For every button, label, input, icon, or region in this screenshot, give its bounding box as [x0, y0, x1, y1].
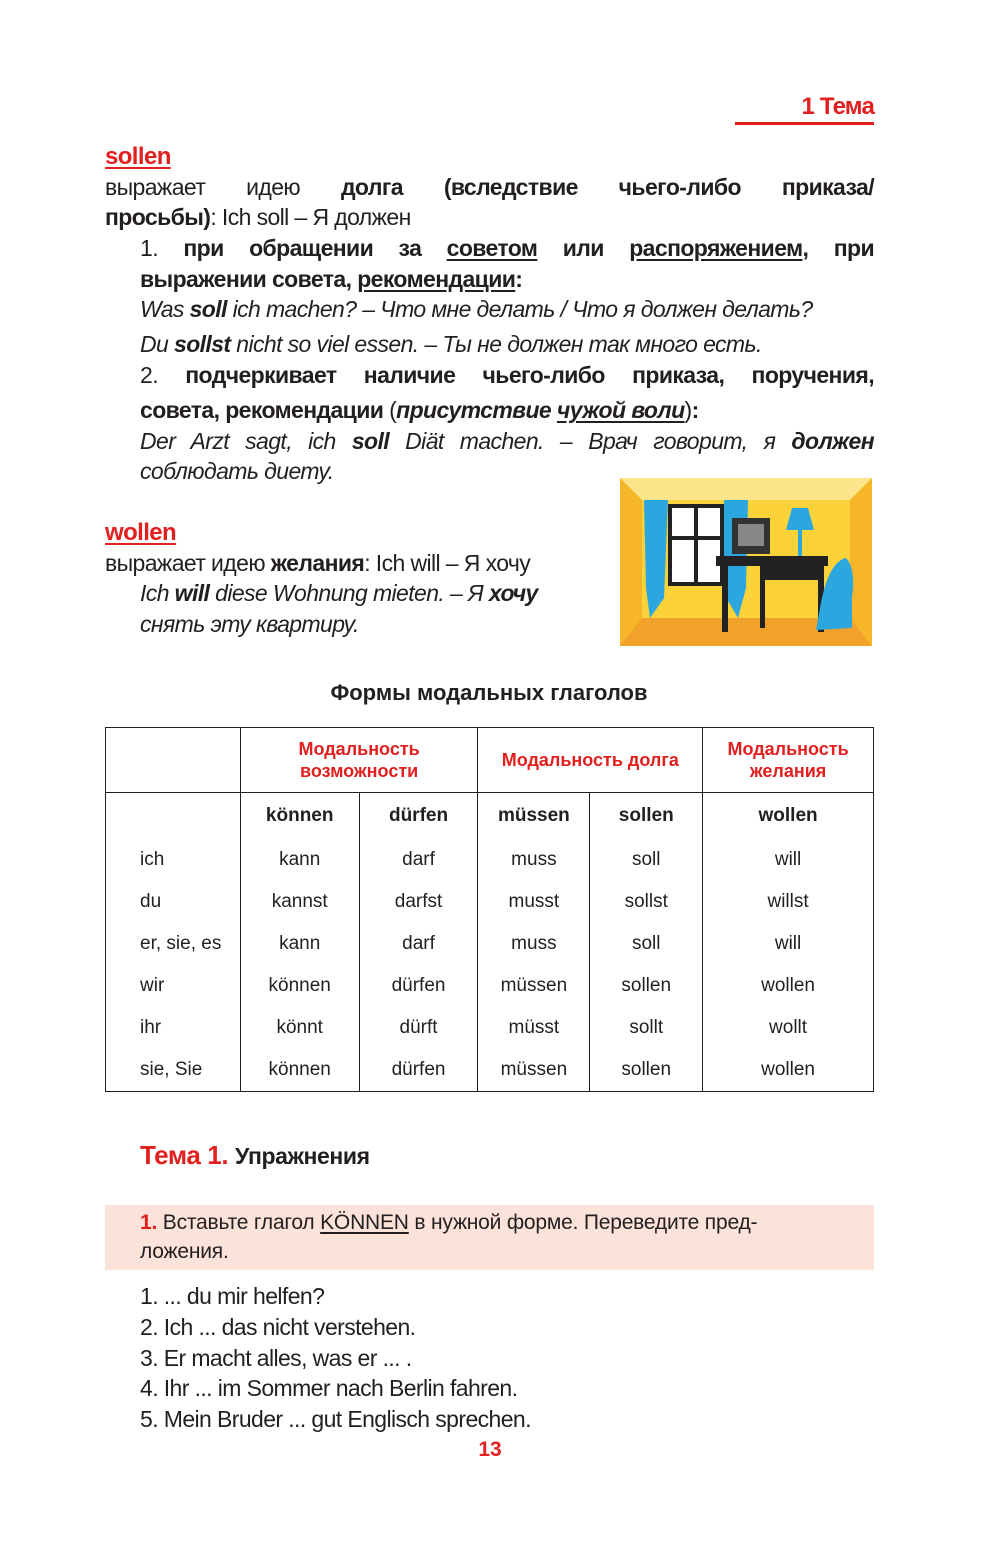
verb-form-cell: soll: [590, 923, 703, 965]
sollen-title: sollen: [105, 143, 171, 170]
table-row: [106, 965, 874, 1007]
group-header: Модальность возможности: [240, 728, 478, 793]
text-segment: :: [691, 397, 699, 423]
text-segment: ): [684, 397, 692, 423]
text-line: [140, 609, 359, 639]
text-line: [105, 172, 874, 202]
text-segment: должен: [791, 428, 874, 454]
text-segment: : Ich will – Я хочу: [364, 550, 531, 576]
empty-header-cell: [106, 728, 241, 793]
text-segment: выражает идею: [105, 174, 341, 200]
exercises-heading-topic: Тема 1.: [140, 1140, 229, 1170]
verb-header: dürfen: [359, 793, 478, 840]
pronoun-cell: ihr: [106, 1007, 241, 1049]
verb-form-cell: wollt: [703, 1007, 874, 1049]
text-segment: присутствие: [396, 397, 557, 423]
chapter-header: 1 Тема: [735, 92, 874, 125]
verb-form-cell: musst: [478, 881, 590, 923]
text-segment: советом: [446, 235, 538, 261]
text-segment: хочу: [488, 580, 538, 606]
verb-form-cell: kannst: [240, 881, 359, 923]
text-segment: , при: [802, 235, 874, 261]
verb-header: müssen: [478, 793, 590, 840]
table-row: [106, 1049, 874, 1092]
verb-form-cell: müsst: [478, 1007, 590, 1049]
verb-form-cell: willst: [703, 881, 874, 923]
text-segment: diese Wohnung mieten. – Я: [209, 580, 489, 606]
text-line: [105, 202, 411, 232]
exercise-item: 5. Mein Bruder ... gut Englisch sprechen.: [140, 1406, 531, 1433]
exercises-heading-label: Упражнения: [235, 1143, 370, 1169]
text-segment: при обращении за: [183, 235, 447, 261]
verb-form-cell: müssen: [478, 1049, 590, 1092]
task-text: в нужной форме. Переведите пред-: [408, 1211, 758, 1234]
text-segment: Du: [140, 331, 174, 357]
task-verb: KÖNNEN: [320, 1211, 409, 1234]
verb-form-cell: muss: [478, 923, 590, 965]
text-line: [140, 360, 874, 390]
text-segment: :: [515, 266, 523, 292]
text-segment: или: [537, 235, 630, 261]
text-segment: (: [389, 397, 397, 423]
verb-form-cell: dürfen: [359, 965, 478, 1007]
text-segment: выражает идею: [105, 550, 271, 576]
text-line: [140, 426, 874, 456]
task-instruction: [140, 1208, 757, 1238]
text-segment: подчеркивает наличие чьего-либо приказа, поручения,: [185, 362, 874, 388]
table-row: [106, 923, 874, 965]
text-segment: Was: [140, 296, 190, 322]
table-row: [106, 1007, 874, 1049]
verb-form-cell: können: [240, 965, 359, 1007]
text-segment: снять эту квартиру.: [140, 611, 359, 637]
text-line: [140, 264, 522, 294]
table-title: Формы модальных глаголов: [330, 680, 648, 705]
group-header: Модальность желания: [703, 728, 874, 793]
task-text: Вставьте глагол: [162, 1211, 321, 1234]
verb-form-cell: kann: [240, 839, 359, 881]
verb-form-cell: dürfen: [359, 1049, 478, 1092]
text-line: [105, 548, 530, 578]
task-instruction-line2: ложения.: [140, 1240, 229, 1263]
text-segment: sollst: [174, 331, 231, 357]
exercise-item: 3. Er macht alles, was er ... .: [140, 1344, 412, 1371]
room-illustration: [620, 478, 872, 646]
verb-form-cell: wollen: [703, 965, 874, 1007]
text-segment: соблюдать диету.: [140, 458, 334, 484]
verb-form-cell: sollst: [590, 881, 703, 923]
verb-form-cell: könnt: [240, 1007, 359, 1049]
task-number: 1.: [140, 1211, 158, 1234]
exercise-item: 4. Ihr ... im Sommer nach Berlin fahren.: [140, 1375, 518, 1402]
verb-form-cell: darfst: [359, 881, 478, 923]
verb-form-cell: will: [703, 923, 874, 965]
verb-form-cell: soll: [590, 839, 703, 881]
pronoun-cell: wir: [106, 965, 241, 1007]
text-segment: просьбы): [105, 204, 211, 230]
verb-form-cell: wollen: [703, 1049, 874, 1092]
text-line: [140, 456, 334, 486]
text-segment: долга (вследствие чьего-либо приказа/: [340, 174, 874, 200]
text-segment: чужой воли: [556, 397, 685, 423]
table-row: [106, 881, 874, 923]
verb-form-cell: dürft: [359, 1007, 478, 1049]
text-segment: Ich: [140, 580, 175, 606]
text-line: [140, 233, 874, 263]
text-segment: ich machen? – Что мне делать / Что я должен делать?: [226, 296, 813, 322]
verb-form-cell: sollen: [590, 1049, 703, 1092]
text-segment: совета, рекомендации: [140, 397, 390, 423]
verb-form-cell: will: [703, 839, 874, 881]
verb-header: sollen: [590, 793, 703, 840]
wollen-title: wollen: [105, 519, 177, 546]
text-segment: soll: [351, 428, 390, 454]
exercise-item: 2. Ich ... das nicht verstehen.: [140, 1313, 416, 1340]
verb-form-cell: sollt: [590, 1007, 703, 1049]
verb-form-cell: können: [240, 1049, 359, 1092]
empty-cell: [106, 793, 241, 840]
text-segment: желания: [270, 550, 365, 576]
verb-form-cell: darf: [359, 839, 478, 881]
text-segment: 1.: [140, 235, 184, 261]
text-segment: рекомендации: [357, 266, 516, 292]
verb-form-cell: darf: [359, 923, 478, 965]
text-line: [140, 578, 538, 608]
text-segment: Der Arzt sagt, ich: [140, 428, 352, 454]
pronoun-cell: ich: [106, 839, 241, 881]
exercise-item: 1. ... du mir helfen?: [140, 1283, 325, 1309]
text-segment: will: [174, 580, 210, 606]
modal-verbs-table: [105, 727, 874, 1092]
text-line: [140, 294, 813, 324]
verb-header: können: [240, 793, 359, 840]
pronoun-cell: er, sie, es: [106, 923, 241, 965]
table-row: [106, 839, 874, 881]
verb-form-cell: müssen: [478, 965, 590, 1007]
verb-form-cell: kann: [240, 923, 359, 965]
group-header: Модальность долга: [478, 728, 703, 793]
text-segment: soll: [189, 296, 227, 322]
text-segment: 2.: [140, 362, 186, 388]
verb-form-cell: muss: [478, 839, 590, 881]
text-line: [140, 329, 762, 359]
text-segment: Diät machen. – Врач говорит, я: [389, 428, 792, 454]
text-segment: : Ich soll – Я должен: [210, 204, 411, 230]
page-number: 13: [478, 1438, 502, 1461]
text-segment: распоряжением: [629, 235, 803, 261]
pronoun-cell: sie, Sie: [106, 1049, 241, 1092]
pronoun-cell: du: [106, 881, 241, 923]
text-segment: выражении совета,: [140, 266, 358, 292]
verb-form-cell: sollen: [590, 965, 703, 1007]
text-line: [140, 395, 699, 425]
text-segment: nicht so viel essen. – Ты не должен так много есть.: [230, 331, 762, 357]
verb-header: wollen: [703, 793, 874, 840]
exercises-heading: [140, 1140, 370, 1171]
